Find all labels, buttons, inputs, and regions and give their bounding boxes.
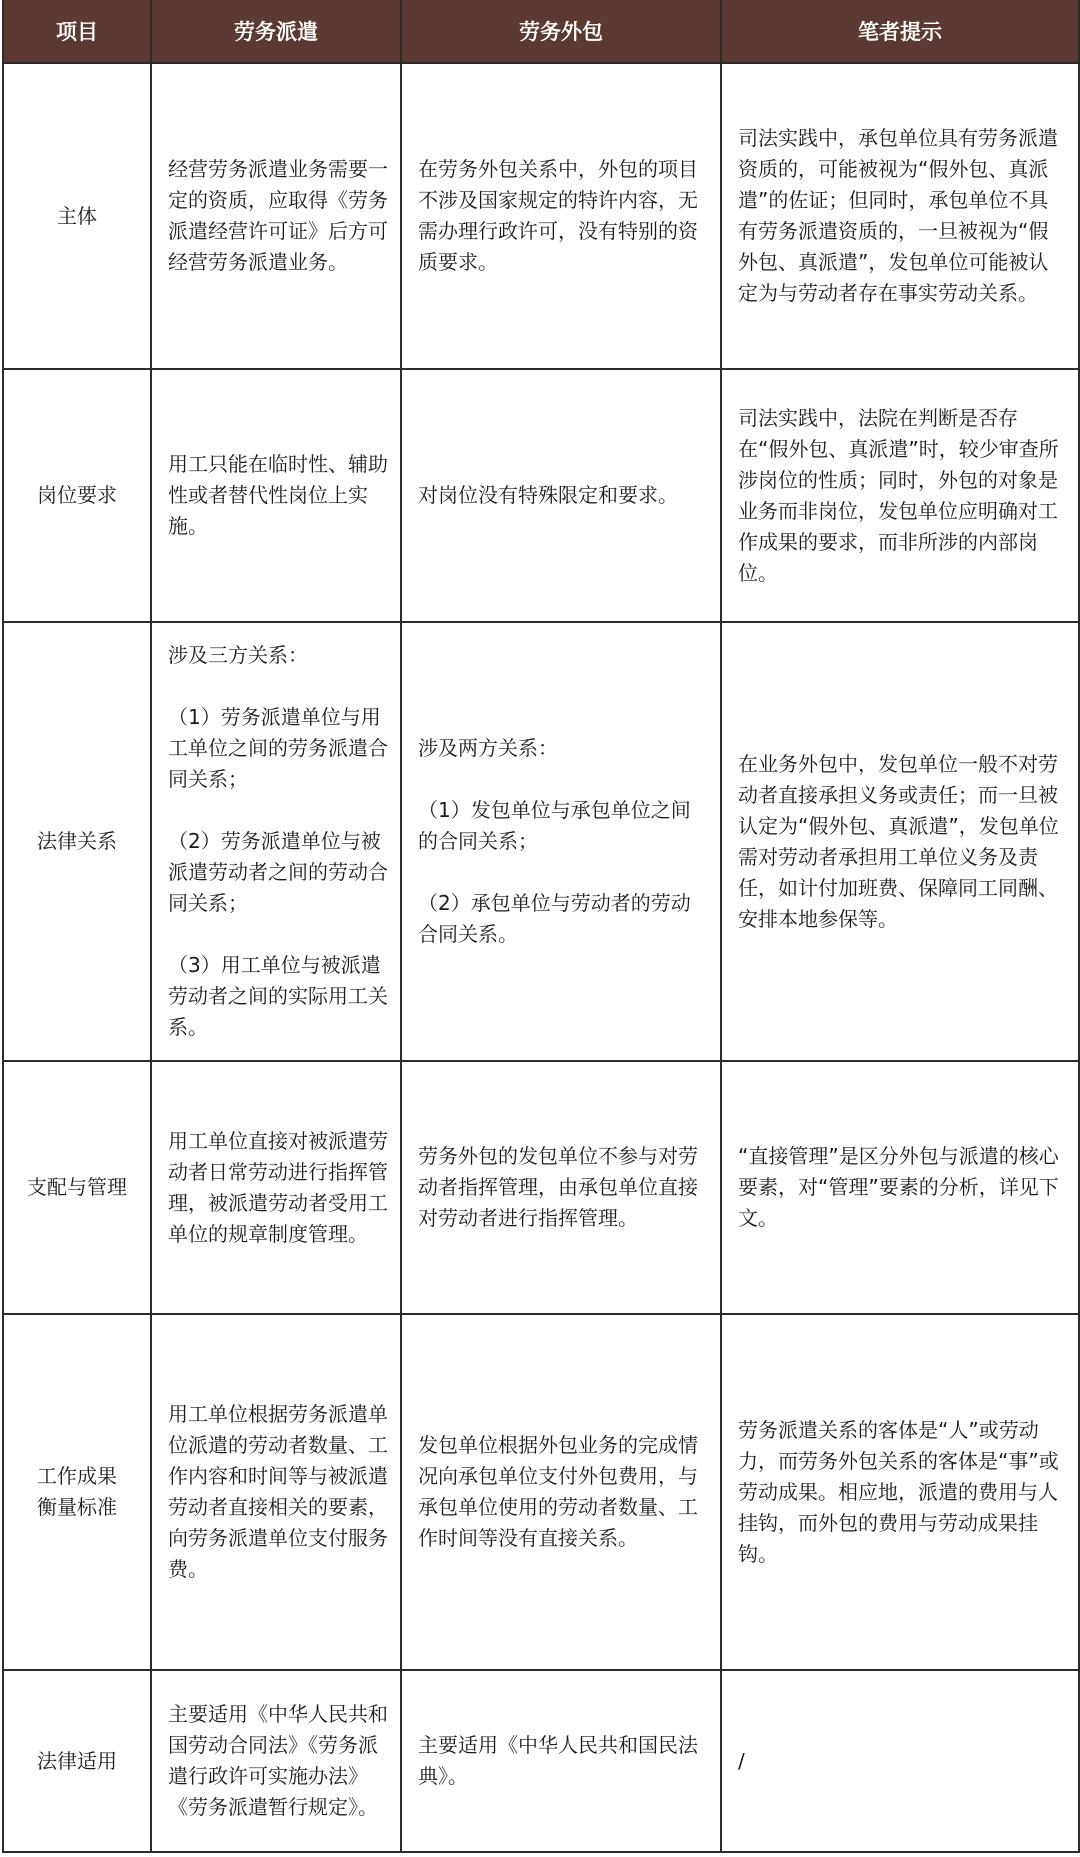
- dispatch-cell: 经营劳务派遣业务需要一定的资质，应取得《劳务派遣经营许可证》后方可经营劳务派遣业务。: [151, 63, 401, 369]
- note-cell: 司法实践中，承包单位具有劳务派遣资质的，可能被视为“假外包、真派遣”的佐证；但同时，承包单位不具有劳务派遣资质的，一旦被视为“假外包、真派遣”，发包单位可能被认定为与劳动者存在事实劳动关系。: [721, 63, 1079, 369]
- column-header-note: 笔者提示: [721, 0, 1079, 63]
- dispatch-cell: 涉及三方关系： （1）劳务派遣单位与用工单位之间的劳务派遣合同关系； （2）劳务派遣单位与被派遣劳动者之间的劳动合同关系； （3）用工单位与被派遣劳动者之间的实际用工关系。: [151, 622, 401, 1061]
- row-item-cell: 岗位要求: [3, 369, 151, 622]
- row-item-cell: 主体: [3, 63, 151, 369]
- table-row: [3, 1314, 1079, 1670]
- note-cell: /: [721, 1670, 1079, 1852]
- outsource-cell: 主要适用《中华人民共和国民法典》。: [401, 1670, 721, 1852]
- table-row: [3, 63, 1079, 369]
- row-item-cell: 支配与管理: [3, 1061, 151, 1314]
- table-row: [3, 1061, 1079, 1314]
- note-cell: “直接管理”是区分外包与派遣的核心要素，对“管理”要素的分析，详见下文。: [721, 1061, 1079, 1314]
- note-cell: 劳务派遣关系的客体是“人”或劳动力，而劳务外包关系的客体是“事”或劳动成果。相应地，派遣的费用与人挂钩，而外包的费用与劳动成果挂钩。: [721, 1314, 1079, 1670]
- outsource-cell: 在劳务外包关系中，外包的项目不涉及国家规定的特许内容，无需办理行政许可，没有特别的资质要求。: [401, 63, 721, 369]
- table-header-row: [3, 0, 1079, 63]
- dispatch-cell: 主要适用《中华人民共和国劳动合同法》《劳务派遣行政许可实施办法》《劳务派遣暂行规定》。: [151, 1670, 401, 1852]
- note-cell: 司法实践中，法院在判断是否存在“假外包、真派遣”时，较少审查所涉岗位的性质；同时，外包的对象是业务而非岗位，发包单位应明确对工作成果的要求，而非所涉的内部岗位。: [721, 369, 1079, 622]
- table-row: [3, 1670, 1079, 1852]
- outsource-cell: 对岗位没有特殊限定和要求。: [401, 369, 721, 622]
- row-item-cell: 法律关系: [3, 622, 151, 1061]
- table-row: [3, 622, 1079, 1061]
- dispatch-cell: 用工单位根据劳务派遣单位派遣的劳动者数量、工作内容和时间等与被派遣劳动者直接相关的要素，向劳务派遣单位支付服务费。: [151, 1314, 401, 1670]
- outsource-cell: 劳务外包的发包单位不参与对劳动者指挥管理，由承包单位直接对劳动者进行指挥管理。: [401, 1061, 721, 1314]
- column-header-item: 项目: [3, 0, 151, 63]
- row-item-cell: 工作成果 衡量标准: [3, 1314, 151, 1670]
- dispatch-cell: 用工只能在临时性、辅助性或者替代性岗位上实施。: [151, 369, 401, 622]
- column-header-outsource: 劳务外包: [401, 0, 721, 63]
- dispatch-cell: 用工单位直接对被派遣劳动者日常劳动进行指挥管理，被派遣劳动者受用工单位的规章制度管理。: [151, 1061, 401, 1314]
- table-row: [3, 369, 1079, 622]
- row-item-cell: 法律适用: [3, 1670, 151, 1852]
- outsource-cell: 涉及两方关系： （1）发包单位与承包单位之间的合同关系； （2）承包单位与劳动者的劳动合同关系。: [401, 622, 721, 1061]
- outsource-cell: 发包单位根据外包业务的完成情况向承包单位支付外包费用，与承包单位使用的劳动者数量、工作时间等没有直接关系。: [401, 1314, 721, 1670]
- comparison-table: [2, 0, 1080, 1853]
- note-cell: 在业务外包中，发包单位一般不对劳动者直接承担义务或责任；而一旦被认定为“假外包、真派遣”，发包单位需对劳动者承担用工单位义务及责任，如计付加班费、保障同工同酬、安排本地参保等。: [721, 622, 1079, 1061]
- column-header-dispatch: 劳务派遣: [151, 0, 401, 63]
